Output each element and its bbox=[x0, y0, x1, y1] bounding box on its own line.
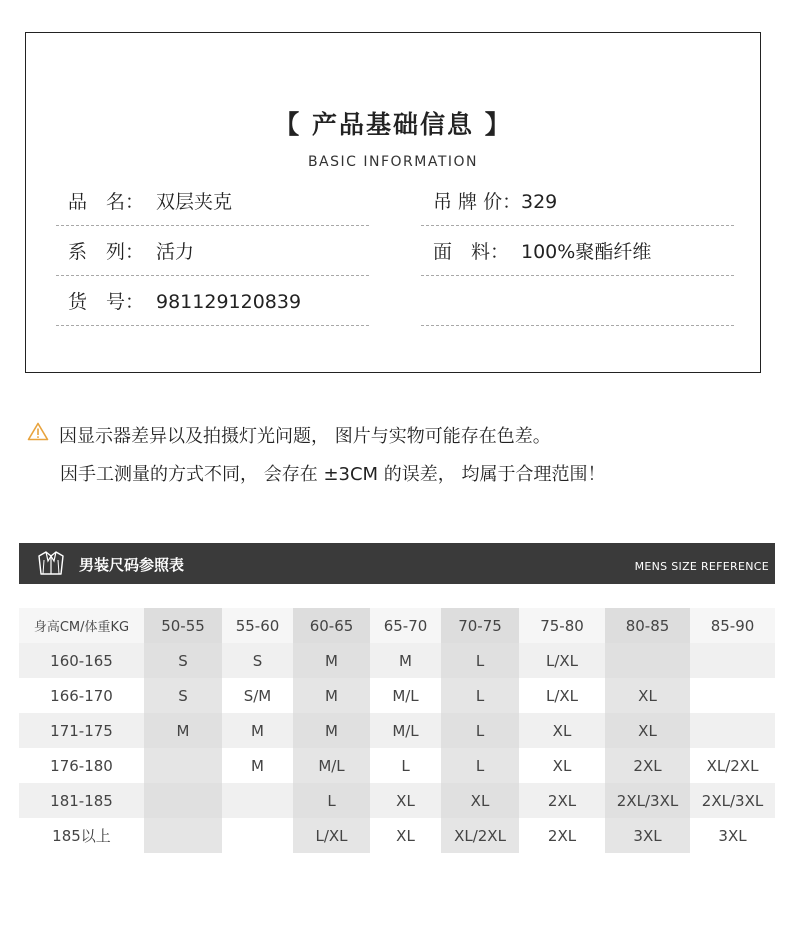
height-cell: 160-165 bbox=[19, 643, 144, 678]
size-cell: XL bbox=[605, 713, 690, 748]
table-row bbox=[19, 713, 775, 748]
size-cell: M bbox=[222, 713, 293, 748]
info-value: 329 bbox=[521, 191, 558, 213]
size-cell: L bbox=[293, 783, 370, 818]
info-row-series bbox=[56, 228, 369, 276]
size-cell: M bbox=[144, 713, 222, 748]
weight-header: 55-60 bbox=[222, 608, 293, 643]
table-row bbox=[19, 818, 775, 853]
size-cell: L bbox=[441, 748, 519, 783]
info-title: 【 产品基础信息 】 bbox=[274, 110, 512, 139]
size-cell: XL/2XL bbox=[441, 818, 519, 853]
size-cell: XL bbox=[370, 783, 441, 818]
table-row bbox=[19, 643, 775, 678]
color-size-notice bbox=[27, 418, 606, 493]
size-cell: 2XL/3XL bbox=[605, 783, 690, 818]
size-cell: L bbox=[441, 713, 519, 748]
info-label: 品 名： bbox=[68, 191, 145, 213]
size-cell: L bbox=[370, 748, 441, 783]
height-cell: 181-185 bbox=[19, 783, 144, 818]
size-cell: L bbox=[441, 643, 519, 678]
size-cell: L bbox=[441, 678, 519, 713]
size-cell: M/L bbox=[370, 713, 441, 748]
weight-header: 80-85 bbox=[605, 608, 690, 643]
size-table-header-row bbox=[19, 608, 775, 643]
info-label: 吊 牌 价： bbox=[433, 191, 522, 213]
table-row bbox=[19, 783, 775, 818]
size-cell: XL bbox=[441, 783, 519, 818]
info-row-price bbox=[421, 178, 734, 226]
size-cell: L/XL bbox=[293, 818, 370, 853]
size-cell: M bbox=[293, 713, 370, 748]
size-cell bbox=[144, 818, 222, 853]
height-cell: 185以上 bbox=[19, 818, 144, 853]
size-cell: 3XL bbox=[690, 818, 775, 853]
weight-header: 50-55 bbox=[144, 608, 222, 643]
size-cell: S bbox=[222, 643, 293, 678]
size-cell: XL bbox=[519, 748, 605, 783]
size-cell bbox=[222, 783, 293, 818]
size-cell: 2XL bbox=[605, 748, 690, 783]
jacket-icon bbox=[37, 550, 65, 580]
product-info-card bbox=[25, 32, 761, 373]
table-row bbox=[19, 678, 775, 713]
weight-header: 75-80 bbox=[519, 608, 605, 643]
size-cell: M/L bbox=[293, 748, 370, 783]
info-value: 活力 bbox=[156, 241, 195, 263]
size-cell: S bbox=[144, 643, 222, 678]
notice-text-1: 因显示器差异以及拍摄灯光问题， 图片与实物可能存在色差。 bbox=[59, 426, 551, 447]
size-cell: L/XL bbox=[519, 643, 605, 678]
weight-header: 60-65 bbox=[293, 608, 370, 643]
height-cell: 166-170 bbox=[19, 678, 144, 713]
size-cell: M/L bbox=[370, 678, 441, 713]
notice-line-2: 因手工测量的方式不同， 会存在 ±3CM 的误差， 均属于合理范围！ bbox=[60, 463, 606, 485]
info-row-sku bbox=[56, 278, 369, 326]
size-cell: M bbox=[293, 643, 370, 678]
size-cell bbox=[605, 643, 690, 678]
size-cell: S bbox=[144, 678, 222, 713]
height-cell: 171-175 bbox=[19, 713, 144, 748]
size-cell bbox=[690, 643, 775, 678]
size-cell bbox=[690, 713, 775, 748]
info-value: 100%聚酯纤维 bbox=[521, 241, 652, 263]
size-cell: M bbox=[293, 678, 370, 713]
table-row bbox=[19, 748, 775, 783]
info-value: 双层夹克 bbox=[156, 191, 233, 213]
info-label: 货 号： bbox=[68, 291, 145, 313]
size-cell: 2XL/3XL bbox=[690, 783, 775, 818]
size-cell: M bbox=[222, 748, 293, 783]
weight-header: 65-70 bbox=[370, 608, 441, 643]
info-row-fabric bbox=[421, 228, 734, 276]
size-cell: 3XL bbox=[605, 818, 690, 853]
size-chart-title-en: MENS SIZE REFERENCE bbox=[634, 560, 769, 573]
info-label: 面 料： bbox=[433, 241, 510, 263]
info-row-name bbox=[56, 178, 369, 226]
size-cell: 2XL bbox=[519, 818, 605, 853]
size-cell: L/XL bbox=[519, 678, 605, 713]
size-cell: S/M bbox=[222, 678, 293, 713]
size-cell: XL/2XL bbox=[690, 748, 775, 783]
size-cell: XL bbox=[519, 713, 605, 748]
height-cell: 176-180 bbox=[19, 748, 144, 783]
size-cell: XL bbox=[605, 678, 690, 713]
info-value: 981129120839 bbox=[156, 291, 302, 313]
notice-line-1 bbox=[27, 418, 606, 456]
info-label: 系 列： bbox=[68, 241, 145, 263]
size-cell: XL bbox=[370, 818, 441, 853]
info-row-empty bbox=[421, 278, 734, 326]
size-cell: 2XL bbox=[519, 783, 605, 818]
weight-header: 85-90 bbox=[690, 608, 775, 643]
size-chart-title: 男装尺码参照表 bbox=[79, 556, 185, 574]
size-cell bbox=[144, 748, 222, 783]
size-cell: M bbox=[370, 643, 441, 678]
size-table bbox=[19, 608, 775, 853]
weight-header: 70-75 bbox=[441, 608, 519, 643]
info-subtitle: BASIC INFORMATION bbox=[307, 154, 479, 170]
corner-header: 身高CM/体重KG bbox=[19, 608, 144, 643]
warning-triangle-icon bbox=[27, 417, 49, 454]
size-chart-header bbox=[19, 543, 775, 584]
size-cell bbox=[222, 818, 293, 853]
size-cell bbox=[690, 678, 775, 713]
size-cell bbox=[144, 783, 222, 818]
